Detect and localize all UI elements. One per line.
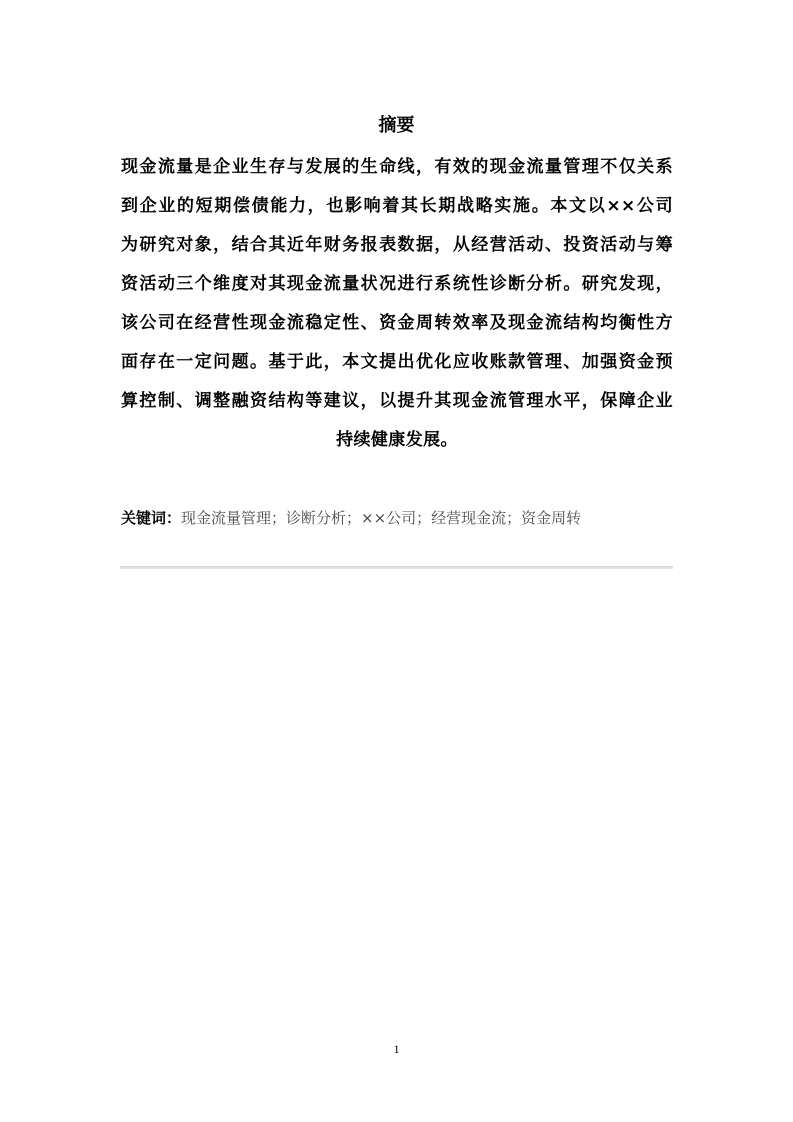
abstract-line: 为研究对象，结合其近年财务报表数据，从经营活动、投资活动与筹 — [121, 235, 673, 255]
keywords-line — [121, 507, 581, 529]
abstract-line: 资活动三个维度对其现金流量状况进行系统性诊断分析。研究发现， — [121, 274, 673, 294]
section-divider — [120, 566, 673, 569]
abstract-title: 摘要 — [378, 115, 415, 136]
abstract-line: 面存在一定问题。基于此，本文提出优化应收账款管理、加强资金预 — [121, 352, 673, 372]
abstract-line: 算控制、调整融资结构等建议，以提升其现金流管理水平，保障企业 — [121, 391, 673, 411]
abstract-line: 到企业的短期偿债能力，也影响着其长期战略实施。本文以××公司 — [121, 196, 673, 216]
abstract-line: 持续健康发展。 — [336, 430, 458, 450]
abstract-body — [121, 148, 673, 460]
keywords-value: 现金流量管理；诊断分析；××公司；经营现金流；资金周转 — [181, 509, 582, 527]
page-number: 1 — [393, 1042, 400, 1056]
abstract-line: 该公司在经营性现金流稳定性、资金周转效率及现金流结构均衡性方 — [121, 313, 673, 333]
keywords-label: 关键词： — [121, 509, 182, 527]
abstract-line: 现金流量是企业生存与发展的生命线，有效的现金流量管理不仅关系 — [121, 157, 673, 177]
